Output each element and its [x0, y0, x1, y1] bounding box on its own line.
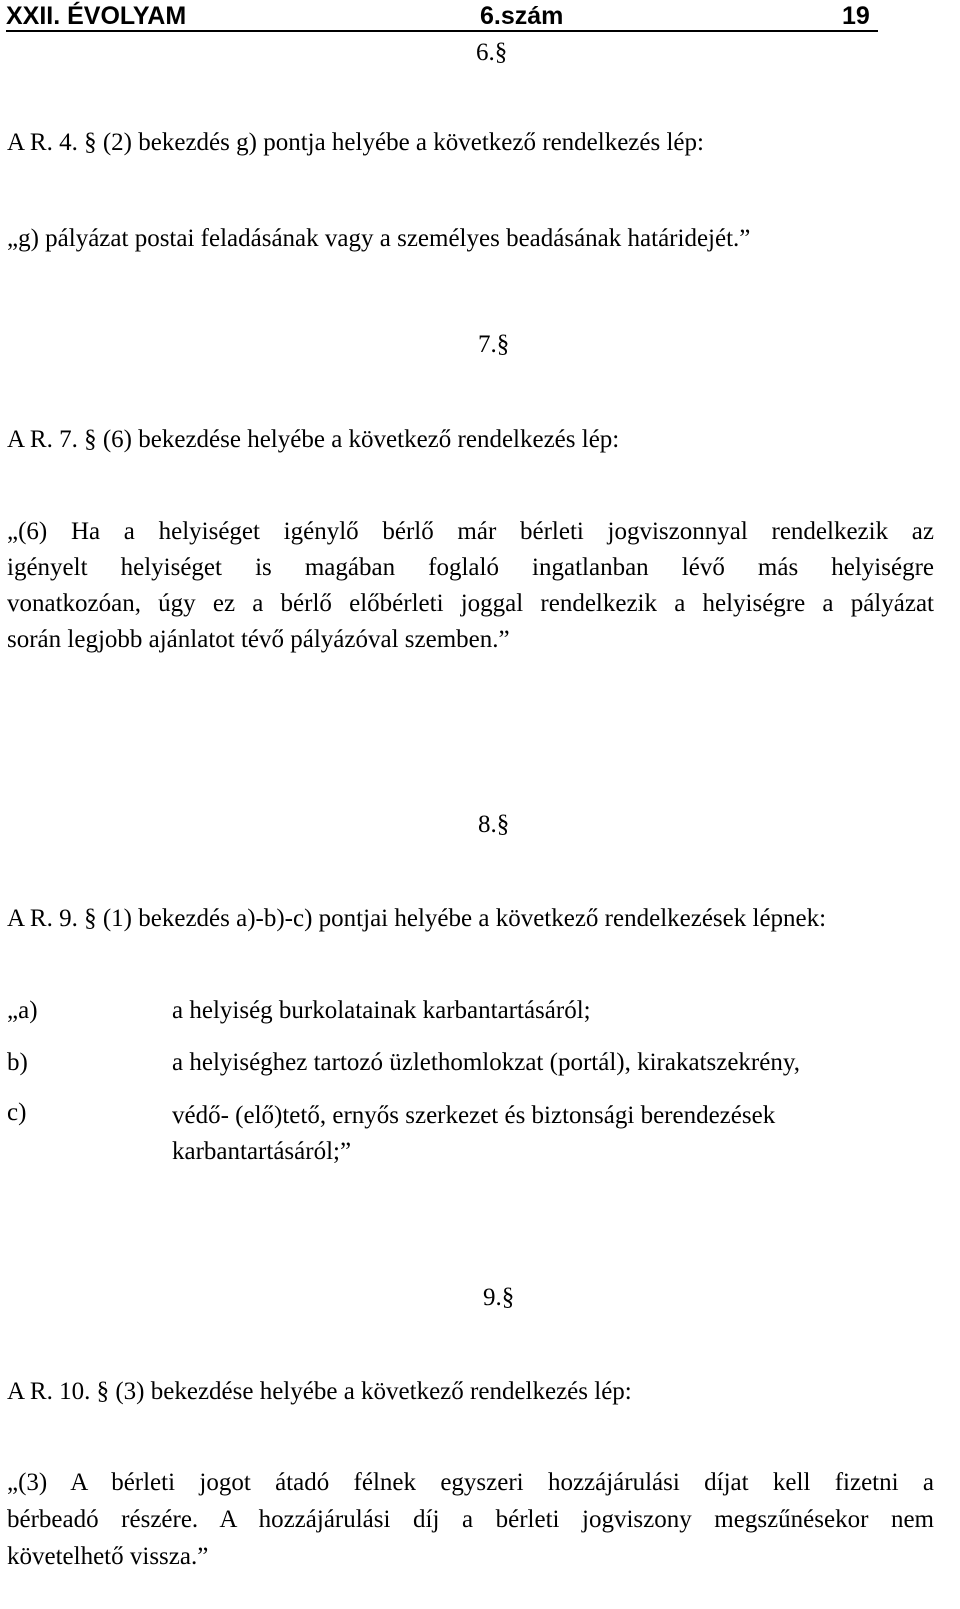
section-number: 9.§: [483, 1284, 515, 1311]
section-quote: „g) pályázat postai feladásának vagy a személyes beadásának határidejét.”: [7, 225, 751, 252]
section-intro: A R. 9. § (1) bekezdés a)-b)-c) pontjai helyébe a következő rendelkezések lépnek:: [7, 905, 827, 932]
section-intro: A R. 7. § (6) bekezdése helyébe a következő rendelkezés lép:: [7, 426, 620, 453]
list-item-text: a helyiséghez tartozó üzlethomlokzat (portál), kirakatszekrény,: [172, 1049, 800, 1076]
section-number: 7.§: [478, 331, 510, 358]
page-header: [6, 2, 878, 32]
quote-line: vonatkozóan, úgy ez a bérlő előbérleti joggal rendelkezik a helyiségre a pályázat: [7, 590, 934, 617]
section-intro: A R. 10. § (3) bekezdése helyébe a következő rendelkezés lép:: [7, 1378, 632, 1405]
quote-line: során legjobb ajánlatot tévő pályázóval szemben.”: [7, 626, 510, 653]
quote-line: „(6) Ha a helyiséget igénylő bérlő már bérleti jogviszonnyal rendelkezik az: [7, 518, 934, 545]
header-page-number: 19: [842, 2, 870, 30]
list-item-text: védő- (elő)tető, ernyős szerkezet és biztonsági berendezések karbantartásáról;”: [172, 1102, 776, 1165]
quote-line: bérbeadó részére. A hozzájárulási díj a bérleti jogviszony megszűnésekor nem: [7, 1506, 934, 1533]
section-number: 8.§: [478, 811, 510, 838]
section-number: 6.§: [476, 39, 508, 66]
header-issue: 6.szám: [480, 2, 564, 30]
quote-line: követelhető vissza.”: [7, 1543, 209, 1570]
header-volume: XXII. ÉVOLYAM: [6, 2, 187, 30]
list-item-text: a helyiség burkolatainak karbantartásáról;: [172, 997, 591, 1024]
list-marker: „a): [7, 997, 38, 1024]
section-intro: A R. 4. § (2) bekezdés g) pontja helyébe a következő rendelkezés lép:: [7, 129, 704, 156]
list-marker: c): [7, 1099, 27, 1126]
quote-line: „(3) A bérleti jogot átadó félnek egyszeri hozzájárulási díjat kell fizetni a: [7, 1469, 934, 1496]
list-marker: b): [7, 1049, 28, 1076]
quote-line: igényelt helyiséget is magában foglaló ingatlanban lévő más helyiségre: [7, 554, 934, 581]
